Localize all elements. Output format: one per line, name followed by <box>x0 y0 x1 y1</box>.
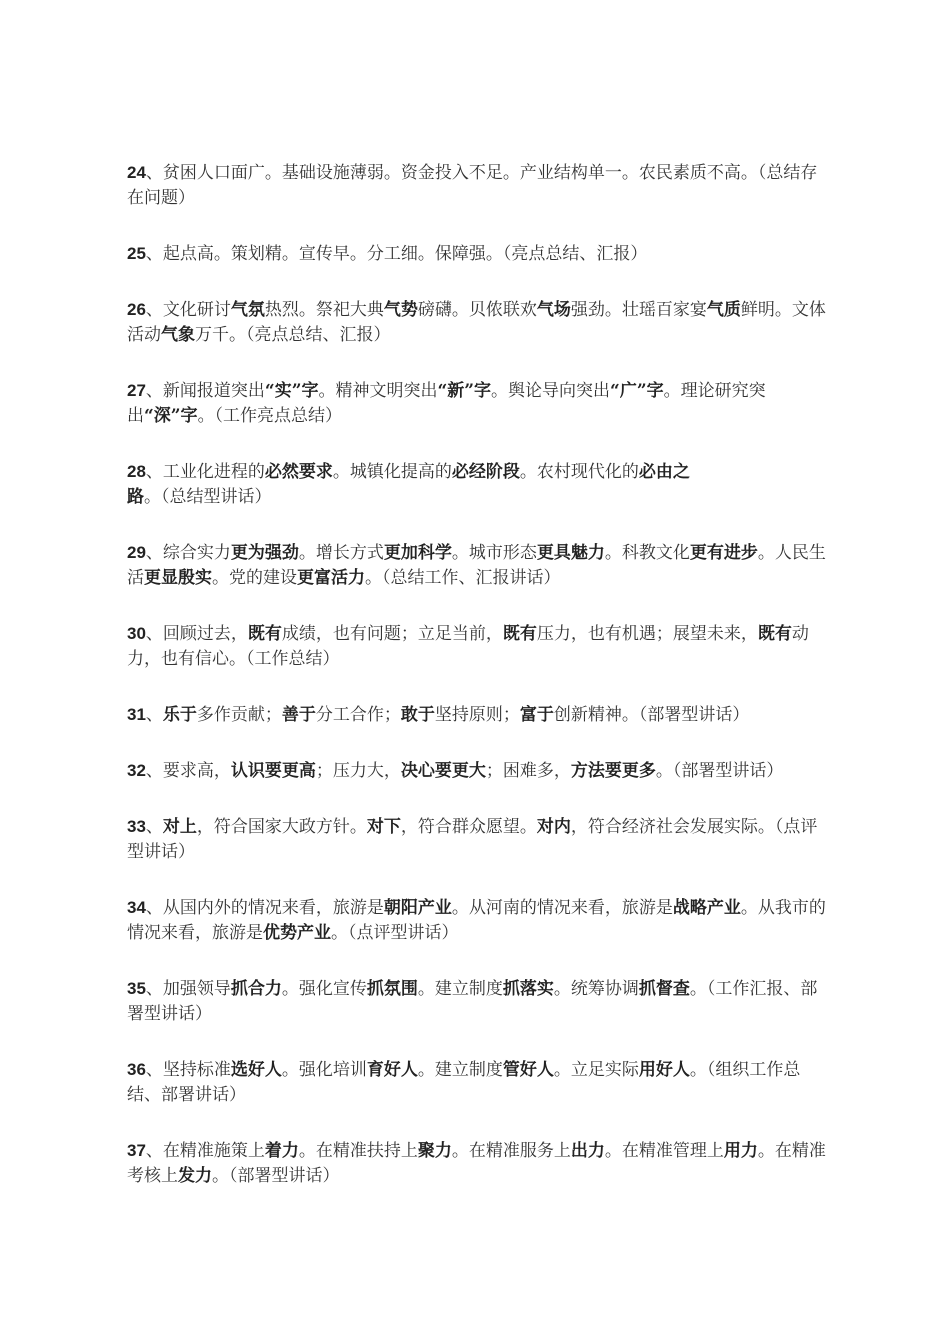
item-text: ；压力大， <box>315 761 401 781</box>
item-number: 33 <box>127 817 146 836</box>
item-text: 。建立制度 <box>417 979 503 999</box>
item-number: 29 <box>127 543 146 562</box>
emphasized-phrase: 更显殷实 <box>144 568 212 588</box>
phrase-item <box>127 540 827 591</box>
item-text: 创新精神。（部署型讲话） <box>553 705 750 725</box>
item-text: 。从河南的情况来看，旅游是 <box>451 898 673 918</box>
item-text: 。在精准扶持上 <box>298 1141 418 1161</box>
item-text: 、在精准施策上 <box>145 1141 265 1161</box>
item-text: 。在精准管理上 <box>604 1141 724 1161</box>
item-text: 。强化培训 <box>281 1060 367 1080</box>
item-number: 37 <box>127 1141 146 1160</box>
item-text: 。建立制度 <box>417 1060 503 1080</box>
emphasized-phrase: 必由之路 <box>127 462 690 507</box>
item-text: 。舆论导向突出 <box>491 381 611 401</box>
emphasized-phrase: “新”字 <box>437 381 492 401</box>
phrase-item <box>127 895 827 946</box>
phrase-item <box>127 378 827 429</box>
emphasized-phrase: 更加科学 <box>383 543 452 563</box>
item-number: 35 <box>127 979 146 998</box>
emphasized-phrase: 敢于 <box>400 705 435 725</box>
item-text: 、起点高。策划精。宣传早。分工细。保障强。（亮点总结、汇报） <box>145 244 648 264</box>
item-number: 31 <box>127 705 146 724</box>
item-text: 、加强领导 <box>145 979 231 999</box>
phrase-item <box>127 758 827 784</box>
item-text: 。（工作汇报、部署型讲话） <box>127 979 818 1024</box>
item-text: 、 <box>145 705 163 725</box>
item-text: 。理论研究突出 <box>127 381 766 426</box>
item-text: 、坚持标准 <box>145 1060 231 1080</box>
item-text: 。从我市的情况来看，旅游是 <box>127 898 826 943</box>
item-text: 。科教文化 <box>604 543 690 563</box>
phrase-list <box>127 160 827 1219</box>
item-text: 。增长方式 <box>298 543 384 563</box>
phrase-item <box>127 459 827 510</box>
emphasized-phrase: 抓氛围 <box>366 979 418 999</box>
emphasized-phrase: 抓落实 <box>502 979 554 999</box>
emphasized-phrase: 气氛 <box>230 300 265 320</box>
emphasized-phrase: 气象 <box>161 325 195 345</box>
emphasized-phrase: 必然要求 <box>264 462 333 482</box>
item-number: 27 <box>127 381 146 400</box>
emphasized-phrase: 出力 <box>570 1141 605 1161</box>
phrase-item <box>127 702 827 728</box>
item-number: 24 <box>127 163 146 182</box>
phrase-item <box>127 241 827 267</box>
emphasized-phrase: 善于 <box>281 705 316 725</box>
emphasized-phrase: 对内 <box>536 817 571 837</box>
phrase-item <box>127 297 827 348</box>
item-text: 万千。（亮点总结、汇报） <box>195 325 391 345</box>
item-text: 热烈。祭祀大典 <box>264 300 384 320</box>
item-text: 、文化研讨 <box>145 300 231 320</box>
item-text: 、综合实力 <box>145 543 231 563</box>
phrase-item <box>127 160 827 211</box>
emphasized-phrase: 更具魅力 <box>536 543 605 563</box>
emphasized-phrase: 聚力 <box>417 1141 452 1161</box>
phrase-item <box>127 621 827 672</box>
item-text: 、贫困人口面广。基础设施薄弱。资金投入不足。产业结构单一。农民素质不高。（总结存在问题） <box>127 163 818 208</box>
item-number: 28 <box>127 462 146 481</box>
item-text: ，符合国家大政方针。 <box>196 817 367 837</box>
item-text: 鲜明。文体活动 <box>127 300 826 345</box>
item-text: 。人民生活 <box>127 543 826 588</box>
item-text: 。城镇化提高的 <box>332 462 452 482</box>
emphasized-phrase: 用力 <box>723 1141 758 1161</box>
emphasized-phrase: “深”字 <box>144 406 198 426</box>
item-text: 压力，也有机遇；展望未来， <box>536 624 758 644</box>
phrase-item <box>127 814 827 865</box>
item-text: 。城市形态 <box>451 543 537 563</box>
emphasized-phrase: 更富活力 <box>297 568 365 588</box>
item-text: 。强化宣传 <box>281 979 367 999</box>
emphasized-phrase: 对上 <box>162 817 197 837</box>
emphasized-phrase: 更为强劲 <box>230 543 299 563</box>
item-number: 36 <box>127 1060 146 1079</box>
item-text: 强劲。壮瑶百家宴 <box>570 300 707 320</box>
emphasized-phrase: 优势产业 <box>263 923 331 943</box>
emphasized-phrase: 更有进步 <box>689 543 758 563</box>
item-number: 26 <box>127 300 146 319</box>
item-text: 、要求高， <box>145 761 231 781</box>
emphasized-phrase: 认识要更高 <box>230 761 316 781</box>
item-text: 坚持原则； <box>434 705 520 725</box>
item-text: 、工业化进程的 <box>145 462 265 482</box>
item-text: 。（工作亮点总结） <box>197 406 343 426</box>
emphasized-phrase: 气场 <box>536 300 571 320</box>
emphasized-phrase: 既有 <box>502 624 537 644</box>
item-text: ，符合群众愿望。 <box>400 817 537 837</box>
emphasized-phrase: 育好人 <box>366 1060 418 1080</box>
item-text: 。（部署型讲话） <box>655 761 784 781</box>
item-text: 。（点评型讲话） <box>331 923 459 943</box>
item-number: 30 <box>127 624 146 643</box>
item-text: 、回顾过去， <box>145 624 248 644</box>
item-text: 多作贡献； <box>196 705 282 725</box>
emphasized-phrase: “实”字 <box>264 381 319 401</box>
item-text: 、从国内外的情况来看，旅游是 <box>145 898 384 918</box>
emphasized-phrase: 乐于 <box>162 705 197 725</box>
emphasized-phrase: 用好人 <box>638 1060 690 1080</box>
item-text: 。统筹协调 <box>553 979 639 999</box>
phrase-item <box>127 1138 827 1189</box>
item-text: 、新闻报道突出 <box>145 381 265 401</box>
emphasized-phrase: 战略产业 <box>672 898 741 918</box>
item-text: 成绩，也有问题；立足当前， <box>281 624 503 644</box>
emphasized-phrase: 气势 <box>383 300 418 320</box>
item-number: 34 <box>127 898 146 917</box>
emphasized-phrase: 发力 <box>178 1166 212 1186</box>
emphasized-phrase: 抓合力 <box>230 979 282 999</box>
emphasized-phrase: 选好人 <box>230 1060 282 1080</box>
emphasized-phrase: 既有 <box>247 624 282 644</box>
item-text: 磅礴。贝侬联欢 <box>417 300 537 320</box>
phrase-item <box>127 1057 827 1108</box>
emphasized-phrase: 方法要更多 <box>570 761 656 781</box>
item-text: 。农村现代化的 <box>519 462 639 482</box>
item-text: ，符合经济社会发展实际。（点评型讲话） <box>127 817 818 862</box>
item-text: 。在精准服务上 <box>451 1141 571 1161</box>
item-number: 32 <box>127 761 146 780</box>
item-text: 。在精准考核上 <box>127 1141 826 1186</box>
item-text: 。（总结工作、汇报讲话） <box>365 568 561 588</box>
item-text: 。精神文明突出 <box>318 381 438 401</box>
emphasized-phrase: 必经阶段 <box>451 462 520 482</box>
emphasized-phrase: 着力 <box>264 1141 299 1161</box>
emphasized-phrase: “广”字 <box>610 381 664 401</box>
emphasized-phrase: 决心要更大 <box>400 761 486 781</box>
phrase-item <box>127 976 827 1027</box>
emphasized-phrase: 富于 <box>519 705 554 725</box>
item-text: 动力，也有信心。（工作总结） <box>127 624 809 669</box>
emphasized-phrase: 朝阳产业 <box>383 898 452 918</box>
item-text: 。党的建设 <box>212 568 297 588</box>
item-number: 25 <box>127 244 146 263</box>
item-text: 。立足实际 <box>553 1060 639 1080</box>
emphasized-phrase: 管好人 <box>502 1060 554 1080</box>
emphasized-phrase: 对下 <box>366 817 401 837</box>
item-text: 。（组织工作总结、部署讲话） <box>127 1060 801 1105</box>
item-text: ；困难多， <box>485 761 571 781</box>
item-text: 、 <box>145 817 163 837</box>
emphasized-phrase: 既有 <box>757 624 792 644</box>
item-text: 。（部署型讲话） <box>212 1166 340 1186</box>
item-text: 分工合作； <box>315 705 401 725</box>
emphasized-phrase: 抓督查 <box>638 979 690 999</box>
item-text: 。（总结型讲话） <box>144 487 272 507</box>
emphasized-phrase: 气质 <box>706 300 741 320</box>
